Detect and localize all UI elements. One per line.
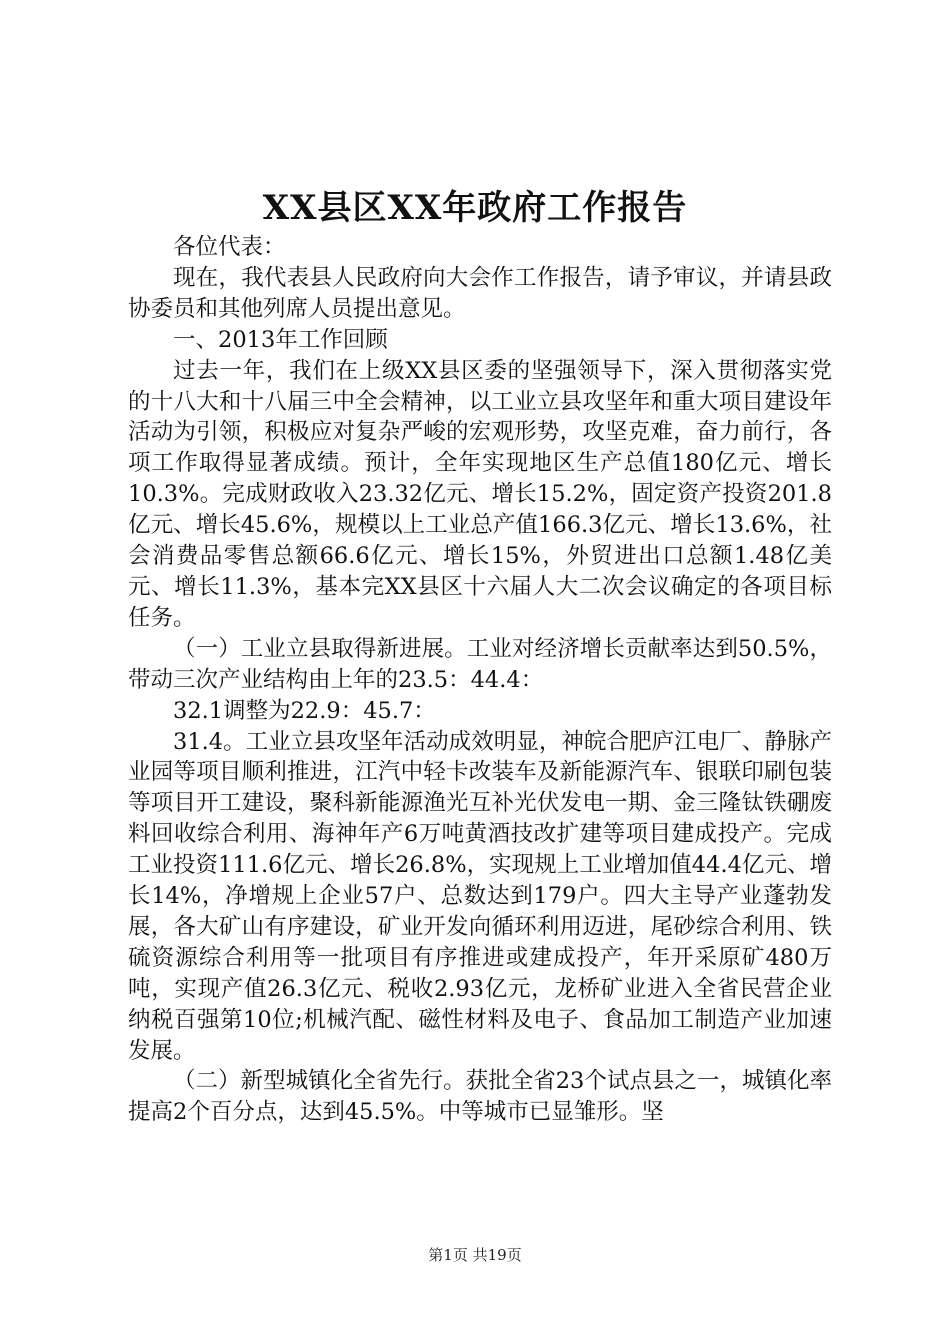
document-body [128, 232, 832, 1128]
document-title: XX县区XX年政府工作报告 [262, 188, 688, 228]
page-number-footer: 第1页 共19页 [428, 1246, 522, 1264]
salutation-paragraph: 各位代表： [173, 234, 286, 260]
industry-detail-paragraph: 31.4。工业立县攻坚年活动成效明显，神皖合肥庐江电厂、静脉产业园等项目顺利推进，江汽中轻卡改装车及新能源汽车、银联印刷包装等项目开工建设，聚科新能源渔光互补光伏发电一期、金三隆钛铁硼废料回收综合利用、海神年产6万吨黄酒技改扩建等项目建成投产。完成工业投资111.6亿元、增长26.8%，实现规上工业增加值44.4亿元、增长14%，净增规上企业57户、总数达到179户。四大主导产业蓬勃发展，各大矿山有序建设，矿业开发向循环利用迈进，尾砂综合利用、铁硫资源综合利用等一批项目有序推进或建成投产，年开采原矿480万吨，实现产值26.3亿元、税收2.93亿元，龙桥矿业进入全省民营企业纳税百强第10位;机械汽配、磁性材料及电子、食品加工制造产业加速发展。 [128, 728, 832, 1064]
industry-paragraph: （一）工业立县取得新进展。工业对经济增长贡献率达到50.5%，带动三次产业结构由上年的23.5：44.4： [128, 635, 832, 693]
review-paragraph: 过去一年，我们在上级XX县区委的坚强领导下，深入贯彻落实党的十八大和十八届三中全会精神，以工业立县攻坚年和重大项目建设年活动为引领，积极应对复杂严峻的宏观形势，攻坚克难，奋力前行，各项工作取得显著成绩。预计，全年实现地区生产总值180亿元、增长10.3%。完成财政收入23.32亿元、增长15.2%，固定资产投资201.8亿元、增长45.6%，规模以上工业总产值166.3亿元、增长13.6%，社会消费品零售总额66.6亿元、增长15%，外贸进出口总额1.48亿美元、增长11.3%，基本完XX县区十六届人大二次会议确定的各项目标任务。 [128, 357, 832, 631]
section-heading: 一、2013年工作回顾 [173, 326, 388, 353]
opening-paragraph: 现在，我代表县人民政府向大会作工作报告，请予审议，并请县政协委员和其他列席人员提出意见。 [128, 264, 832, 322]
urbanization-paragraph: （二）新型城镇化全省先行。获批全省23个试点县之一，城镇化率提高2个百分点，达到45.5%。中等城市已显雏形。坚 [128, 1068, 832, 1126]
industry-ratio-paragraph: 32.1调整为22.9：45.7： [173, 697, 436, 724]
